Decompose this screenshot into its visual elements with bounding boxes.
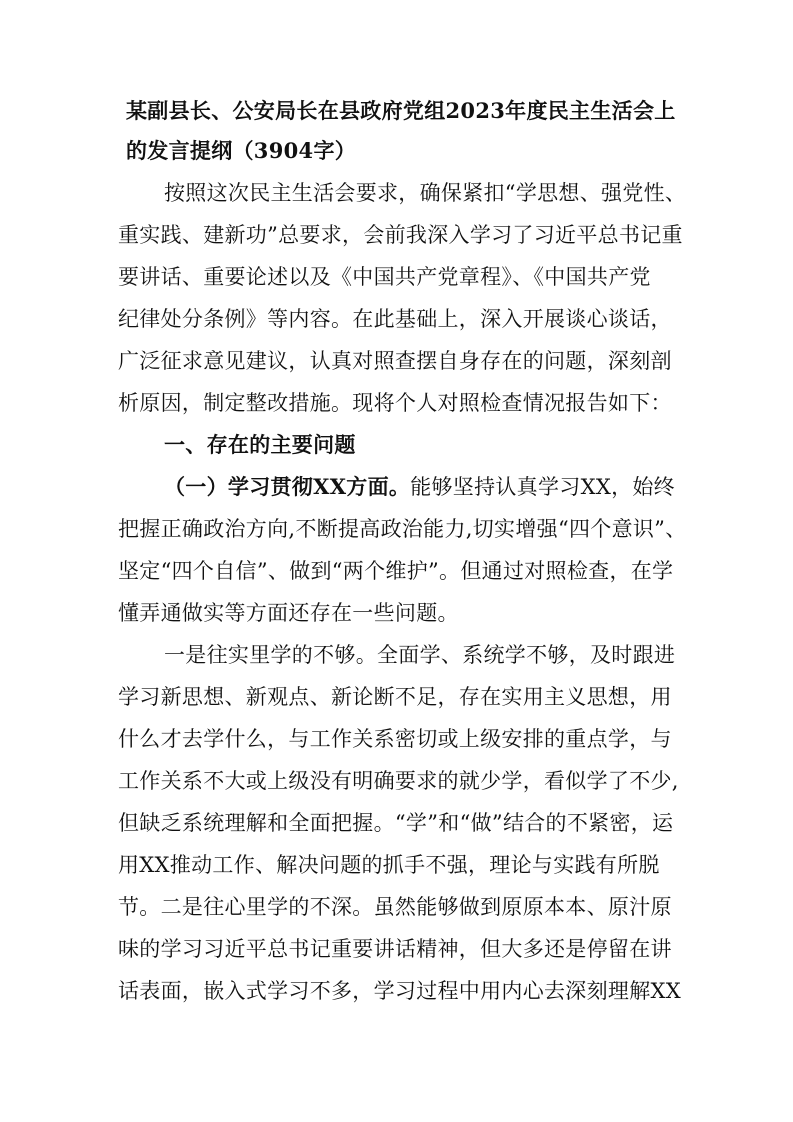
body-line-2: 学习新思想、新观点、新论断不足，存在实用主义思想，用 <box>118 685 672 709</box>
body-line-9: 话表面，嵌入式学习不多，学习过程中用内心去深刻理解XX <box>118 979 681 1003</box>
subsection-first-line-text: 能够坚持认真学习XX，始终 <box>410 475 675 499</box>
body-line-4: 工作关系不大或上级没有明确要求的就少学，看似学了不少, <box>118 769 679 793</box>
body-line-7: 节。二是往心里学的不深。虽然能够做到原原本本、原汁原 <box>118 895 672 919</box>
body-line-3: 什么才去学什么，与工作关系密切或上级安排的重点学，与 <box>118 727 672 751</box>
title-line-2: 的发言提纲（3904字） <box>126 138 357 163</box>
subsection-line-1: 把握正确政治方向,不断提高政治能力,切实增强“四个意识”、 <box>118 517 687 541</box>
title-line-1: 某副县长、公安局长在县政府党组2023年度民主生活会上 <box>126 98 676 123</box>
intro-line-3: 要讲话、重要论述以及《中国共产党章程》、《中国共产党 <box>118 265 651 289</box>
subsection-line-3: 懂弄通做实等方面还存在一些问题。 <box>118 601 459 625</box>
section-heading: 一、存在的主要问题 <box>164 432 356 457</box>
body-line-8: 味的学习习近平总书记重要讲话精神，但大多还是停留在讲 <box>118 937 672 961</box>
body-line-6: 用XX推动工作、解决问题的抓手不强，理论与实践有所脱 <box>118 853 660 877</box>
subsection-line-2: 坚定“四个自信”、做到“两个维护”。但通过对照检查，在学 <box>118 559 674 583</box>
intro-line-6: 析原因，制定整改措施。现将个人对照检查情况报告如下： <box>118 391 672 415</box>
intro-line-4: 纪律处分条例》等内容。在此基础上，深入开展谈心谈话， <box>118 307 672 331</box>
intro-line-5: 广泛征求意见建议，认真对照查摆自身存在的问题，深刻剖 <box>118 349 672 373</box>
intro-line-1: 按照这次民主生活会要求，确保紧扣“学思想、强党性、 <box>164 181 687 205</box>
intro-line-2: 重实践、建新功”总要求，会前我深入学习了习近平总书记重 <box>118 223 683 247</box>
subsection-first-line <box>164 470 793 504</box>
body-line-5: 但缺乏系统理解和全面把握。“学”和“做”结合的不紧密，运 <box>118 811 674 835</box>
body-line-1: 一是往实里学的不够。全面学、系统学不够，及时跟进 <box>164 643 676 667</box>
subsection-heading: （一）学习贯彻XX方面。 <box>164 474 411 499</box>
